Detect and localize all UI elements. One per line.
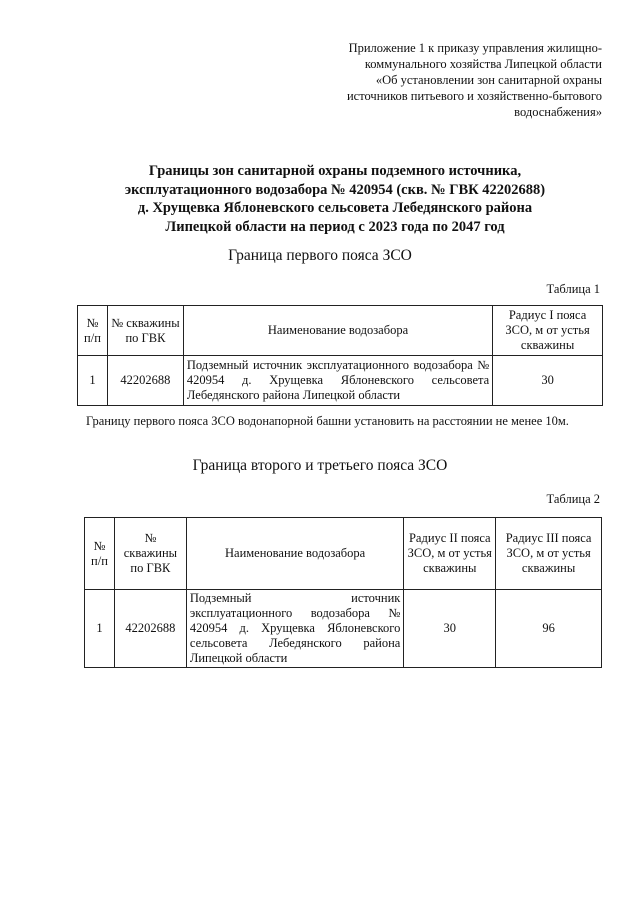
title-line: д. Хрущевка Яблоневского сельсовета Лебедянского района [137, 200, 533, 216]
annex-header [300, 40, 602, 120]
table2 [84, 517, 602, 668]
th-name: Наименование водозабора [186, 518, 403, 590]
annex-line: «Об установлении зон санитарной охраны [375, 73, 602, 87]
table1-label: Таблица 1 [546, 282, 600, 296]
section1-heading: Граница первого пояса ЗСО [228, 247, 412, 264]
cell-num: 1 [85, 590, 115, 668]
cell-name: Подземный источник эксплуатационного водозабора № 420954 д. Хрущевка Яблоневского сельсовета Лебедянского района Липецкой области [186, 590, 403, 668]
cell-num: 1 [78, 356, 108, 406]
th-well: № скважины по ГВК [107, 306, 183, 356]
table2-label: Таблица 2 [546, 492, 600, 506]
cell-name: Подземный источник эксплуатационного водозабора № 420954 д. Хрущевка Яблоневского сельсовета Лебедянского района Липецкой области [183, 356, 492, 406]
annex-line: источников питьевого и хозяйственно-бытового [346, 89, 602, 103]
th-num: № п/п [78, 306, 108, 356]
annex-line: водоснабжения» [514, 105, 602, 119]
th-radius1: Радиус I пояса ЗСО, м от устья скважины [493, 306, 603, 356]
section1-note: Границу первого пояса ЗСО водонапорной башни установить на расстоянии не менее 10м. [86, 414, 569, 428]
cell-well: 42202688 [107, 356, 183, 406]
cell-well: 42202688 [114, 590, 186, 668]
table-row [78, 356, 603, 406]
title-line: Липецкой области на период с 2023 года по 2047 год [165, 218, 505, 235]
th-well: № скважины по ГВК [114, 518, 186, 590]
th-radius2: Радиус II пояса ЗСО, м от устья скважины [404, 518, 496, 590]
table-row [85, 590, 602, 668]
title-line: Границы зон санитарной охраны подземного источника, [148, 163, 522, 179]
cell-radius3: 96 [496, 590, 602, 668]
cell-radius2: 30 [404, 590, 496, 668]
section2-heading: Граница второго и третьего пояса ЗСО [192, 457, 448, 474]
table1 [77, 305, 603, 406]
annex-line: Приложение 1 к приказу управления жилищно- [348, 41, 602, 55]
table1-header-row [78, 306, 603, 356]
th-name: Наименование водозабора [183, 306, 492, 356]
cell-radius1: 30 [493, 356, 603, 406]
document-title [70, 162, 600, 236]
title-line: эксплуатационного водозабора № 420954 (скв. № ГВК 42202688) [124, 181, 546, 198]
table2-header-row [85, 518, 602, 590]
annex-line: коммунального хозяйства Липецкой области [364, 57, 602, 71]
th-num: № п/п [85, 518, 115, 590]
th-radius3: Радиус III пояса ЗСО, м от устья скважины [496, 518, 602, 590]
